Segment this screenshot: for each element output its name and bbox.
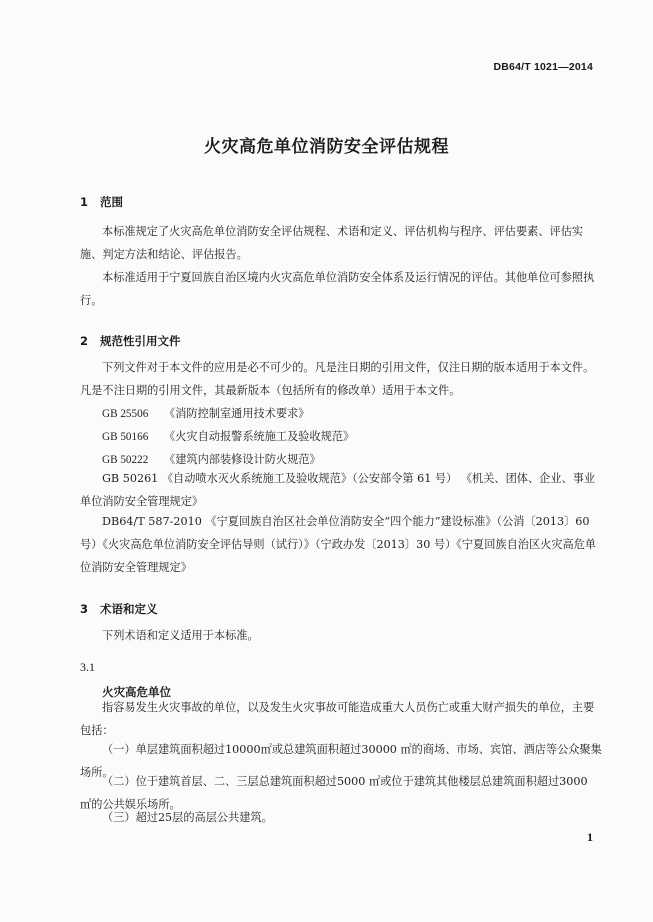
section-2-title: 规范性引用文件 — [100, 334, 181, 348]
section-3-heading — [80, 601, 158, 617]
term-item: （三）超过25层的高层公共建筑。 — [102, 811, 273, 824]
term-item: （二）位于建筑首层、二、三层总建筑面积超过5000 ㎡或位于建筑其他楼层总建筑面积超过3000 ㎡的公共娱乐场所。 — [80, 775, 588, 811]
section-1-number: 1 — [80, 195, 89, 209]
section-1-title: 范围 — [100, 195, 123, 209]
reference-name: 《建筑内部装修设计防火规范》 — [164, 453, 321, 466]
page-number: 1 — [587, 830, 593, 844]
reference-item — [102, 405, 309, 421]
reference-code: GB 50166 — [102, 431, 149, 443]
section-1-heading — [80, 194, 123, 210]
reference-long-1: GB 50261 《自动喷水灭火系统施工及验收规范》（公安部令第 61 号） 《机关、团体、企业、事业单位消防安全管理规定》 — [80, 472, 596, 508]
section-3-number: 3 — [80, 602, 89, 616]
section-1-para-2: 本标准适用于宁夏回族自治区境内火灾高危单位消防安全体系及运行情况的评估。其他单位可参照执行。 — [80, 271, 595, 307]
section-1-para-1: 本标准规定了火灾高危单位消防安全评估规程、术语和定义、评估机构与程序、评估要素、评估实施、判定方法和结论、评估报告。 — [80, 225, 584, 261]
term-item: （一）单层建筑面积超过10000㎡或总建筑面积超过30000 ㎡的商场、市场、宾馆、酒店等公众聚集场所。 — [80, 743, 602, 779]
section-3-intro: 下列术语和定义适用于本标准。 — [102, 629, 259, 642]
section-3-title: 术语和定义 — [100, 602, 158, 616]
section-2-number: 2 — [80, 334, 89, 348]
reference-code: GB 50222 — [102, 454, 149, 466]
reference-code: GB 25506 — [102, 408, 149, 420]
reference-name: 《火灾自动报警系统施工及验收规范》 — [164, 430, 355, 443]
section-2-heading — [80, 333, 181, 349]
term-title: 火灾高危单位 — [102, 685, 171, 699]
standard-code: DB64/T 1021—2014 — [493, 61, 593, 73]
term-definition: 指容易发生火灾事故的单位，以及发生火灾事故可能造成重大人员伤亡或重大财产损失的单位，主要包括： — [80, 701, 595, 737]
document-title: 火灾高危单位消防安全评估规程 — [204, 137, 449, 157]
subsection-number: 3.1 — [80, 660, 95, 674]
section-2-intro: 下列文件对于本文件的应用是必不可少的。凡是注日期的引用文件，仅注日期的版本适用于本文件。凡是不注日期的引用文件，其最新版本（包括所有的修改单）适用于本文件。 — [80, 361, 595, 397]
reference-name: 《消防控制室通用技术要求》 — [164, 407, 310, 420]
reference-item — [102, 428, 354, 444]
reference-long-2: DB64/T 587-2010 《宁夏回族自治区社会单位消防安全“四个能力”建设标准》（公消〔2013〕60号）《火灾高危单位消防安全评估导则（试行）》（宁政办发〔2013〕30 号）《宁夏回族自治区火灾高危单位消防安全管理规定》 — [80, 515, 597, 574]
reference-item — [102, 451, 321, 467]
